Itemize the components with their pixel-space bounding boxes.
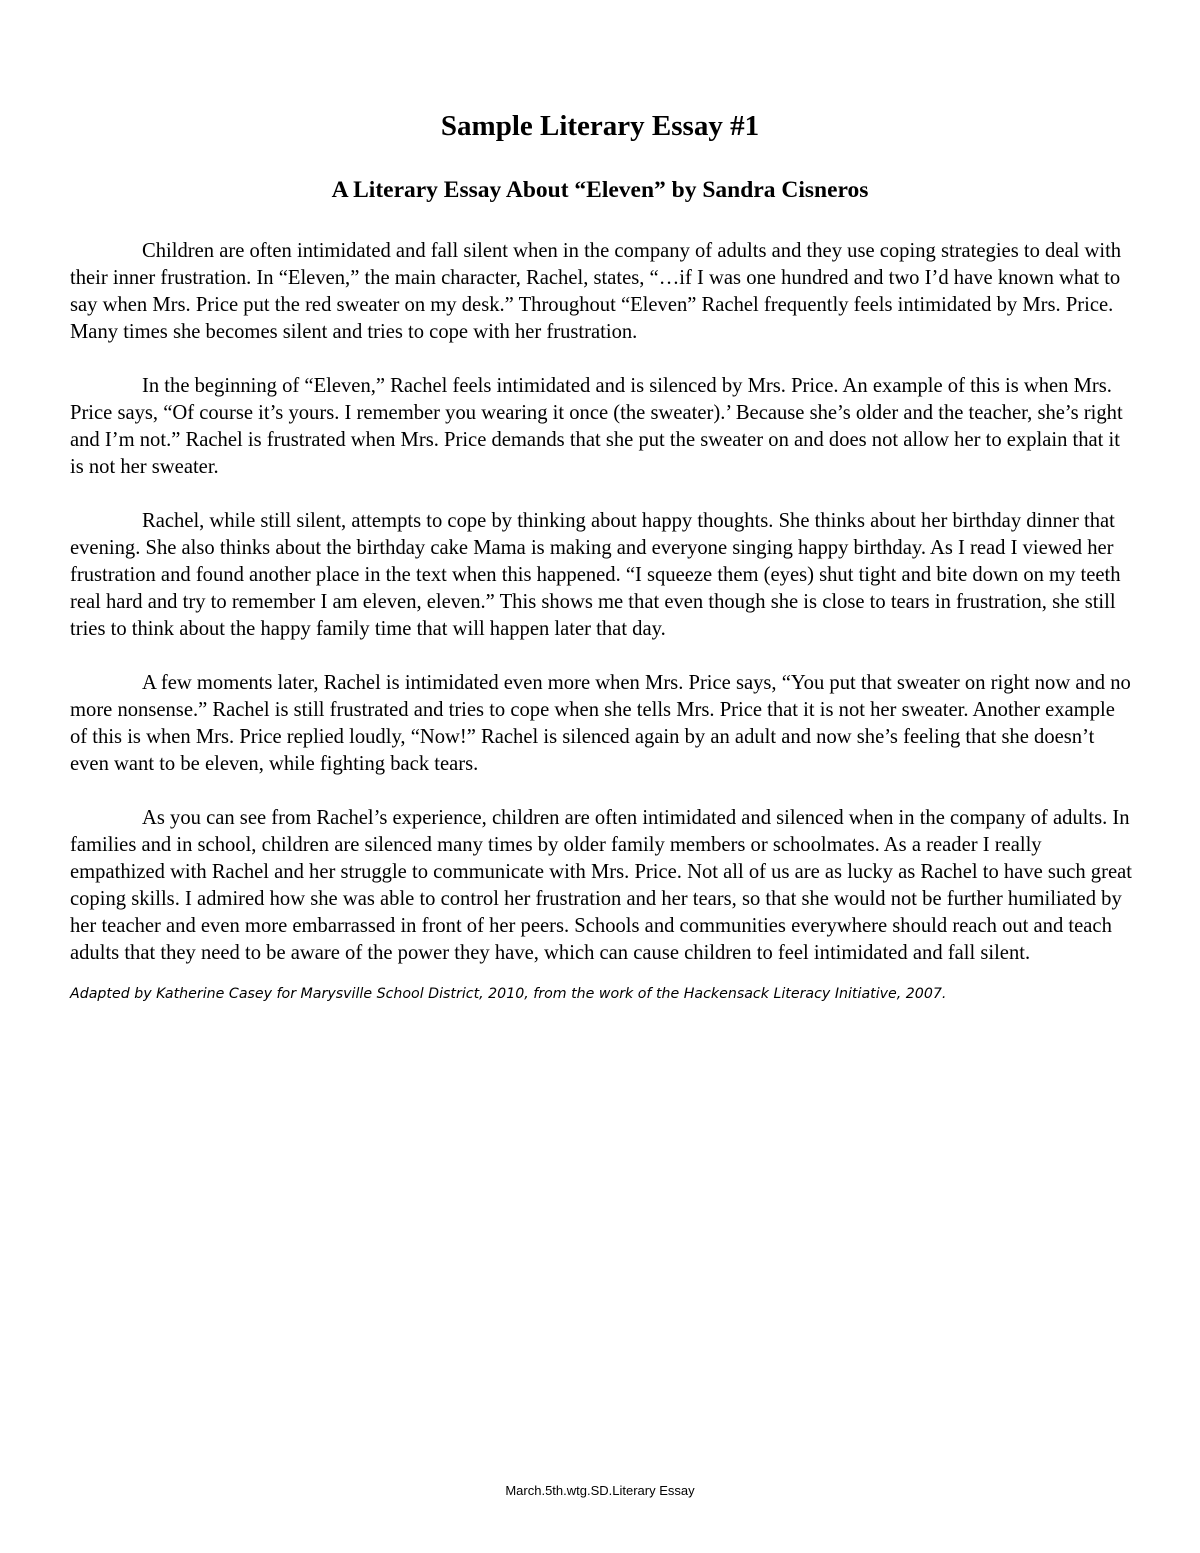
paragraph-1: Children are often intimidated and fall silent when in the company of adults and they use coping strategies to deal with their inner frustration. In “Eleven,” the main character, Rachel, states, “…if I was one hundred and two I’d have known what to say when Mrs. Price put the red sweater on my desk.” Throughout “Eleven” Rachel frequently feels intimidated by Mrs. Price. Many times she becomes silent and tries to cope with her frustration. (70, 240, 1122, 343)
essay-title: Sample Literary Essay #1 (440, 110, 760, 142)
essay-subtitle: A Literary Essay About “Eleven” by Sandra Cisneros (331, 177, 869, 203)
page-footer: March.5th.wtg.SD.Literary Essay (505, 1483, 695, 1498)
paragraph-4: A few moments later, Rachel is intimidated even more when Mrs. Price says, “You put that sweater on right now and no more nonsense.” Rachel is still frustrated and tries to cope when she tells Mrs. Price that it is not her sweater. Another example of this is when Mrs. Price replied loudly, “Now!” Rachel is silenced again by an adult and now she’s feeling that she doesn’t even want to be eleven, while fighting back tears. (70, 672, 1131, 775)
paragraph-2: In the beginning of “Eleven,” Rachel feels intimidated and is silenced by Mrs. Price. An example of this is when Mrs. Price says, “Of course it’s yours. I remember you wearing it once (the sweater).’ Because she’s older and the teacher, she’s right and I’m not.” Rachel is frustrated when Mrs. Price demands that she put the sweater on and does not allow her to explain that it is not her sweater. (70, 375, 1123, 478)
paragraph-3: Rachel, while still silent, attempts to cope by thinking about happy thoughts. She thinks about her birthday dinner that evening. She also thinks about the birthday cake Mama is making and everyone singing happy birthday. As I read I viewed her frustration and found another place in the text when this happened. “I squeeze them (eyes) shut tight and bite down on my teeth real hard and try to remember I am eleven, eleven.” This shows me that even though she is close to tears in frustration, she still tries to think about the happy family time that will happen later that day. (70, 510, 1121, 640)
paragraph-5: As you can see from Rachel’s experience, children are often intimidated and silenced when in the company of adults. In families and in school, children are silenced many times by older family members or schoolmates. As a reader I really empathized with Rachel and her struggle to communicate with Mrs. Price. Not all of us are as lucky as Rachel to have such great coping skills. I admired how she was able to control her frustration and her tears, so that she would not be further humiliated by her teacher and even more embarrassed in front of her peers. Schools and communities everywhere should reach out and teach adults that they need to be aware of the power they have, which can cause children to feel intimidated and fall silent. (70, 807, 1132, 964)
attribution-credit: Adapted by Katherine Casey for Marysville School District, 2010, from the work of the Hackensack Literacy Initiative, 2007. (70, 986, 947, 1002)
essay-body (70, 238, 1132, 1004)
